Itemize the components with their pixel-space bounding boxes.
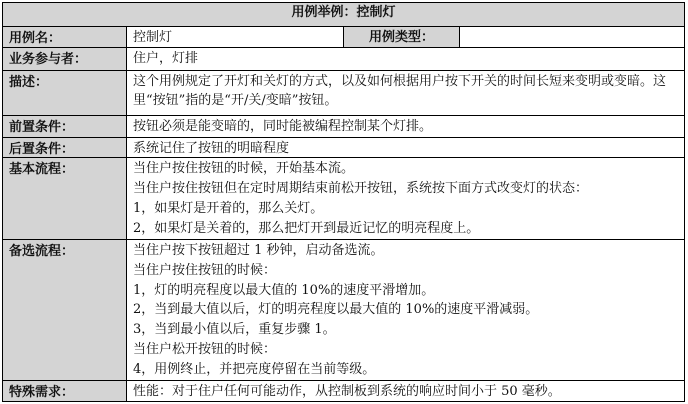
postcondition-label: 后置条件： (3, 138, 127, 157)
actors-label: 业务参与者： (3, 48, 127, 70)
actors-text: 住户，灯排 (133, 51, 199, 66)
alternate-flow-line: 2，当到最大值以后，灯的明亮程度以最大值的 10%的速度平滑减弱。 (133, 302, 539, 318)
postcondition-row (3, 137, 684, 157)
description-value (127, 71, 684, 115)
alternate-flow-value (127, 240, 684, 380)
alternate-flow-line: 当住户按住按钮的时候： (133, 262, 277, 278)
table-title (3, 3, 684, 26)
basic-flow-label: 基本流程： (3, 158, 127, 239)
alternate-flow-row (3, 239, 684, 380)
use-case-table (2, 2, 685, 402)
basic-flow-line: 当住户按住按钮但在定时周期结束前松开按钮，系统按下面方式改变灯的状态： (133, 181, 589, 196)
basic-flow-line: 1，如果灯是开着的，那么关灯。 (133, 201, 324, 216)
description-row (3, 70, 684, 115)
alternate-flow-line: 3，当到最小值以后，重复步骤 1。 (133, 322, 336, 338)
description-label: 描述： (3, 71, 127, 115)
special-requirements-row (3, 380, 684, 401)
basic-flow-line: 当住户按住按钮的时候，开始基本流。 (133, 161, 355, 176)
precondition-row (3, 115, 684, 137)
alternate-flow-line: 1，灯的明亮程度以最大值的 10%的速度平滑增加。 (133, 282, 435, 298)
table-title-text: 用例举例：控制灯 (291, 5, 396, 20)
actors-value (127, 48, 684, 70)
special-requirements-value (127, 381, 684, 401)
alternate-flow-line: 4，用例终止，并把亮度停留在当前等级。 (133, 361, 376, 377)
use-case-name-text: 控制灯 (133, 30, 173, 45)
precondition-text: 按钮必须是能变暗的，同时能被编程控制某个灯排。 (133, 119, 433, 134)
use-case-type-value (460, 27, 684, 47)
basic-flow-row (3, 157, 684, 239)
postcondition-text: 系统记住了按钮的明暗程度 (133, 141, 290, 156)
actors-row (3, 47, 684, 70)
use-case-name-label: 用例名： (3, 27, 127, 47)
description-text: 这个用例规定了开灯和关灯的方式，以及如何根据用户按下开关的时间长短来变明或变暗。这里“按钮”指的是“开/关/变暗”按钮。 (133, 74, 667, 108)
alternate-flow-label: 备选流程： (3, 240, 127, 380)
use-case-type-label: 用例类型： (343, 27, 460, 47)
special-requirements-text: 性能：对于住户任何可能动作，从控制板到系统的响应时间小于 50 毫秒。 (133, 384, 561, 399)
special-requirements-label: 特殊需求： (3, 381, 127, 401)
alternate-flow-line: 当住户按下按钮超过 1 秒钟，启动备选流。 (133, 243, 384, 258)
precondition-label: 前置条件： (3, 116, 127, 137)
use-case-name-row (3, 26, 684, 47)
postcondition-value (127, 138, 684, 157)
basic-flow-value (127, 158, 684, 239)
precondition-value (127, 116, 684, 137)
basic-flow-line: 2，如果灯是关着的，那么把灯开到最近记忆的明亮程度上。 (133, 221, 480, 236)
alternate-flow-line: 当住户松开按钮的时候： (133, 341, 277, 357)
